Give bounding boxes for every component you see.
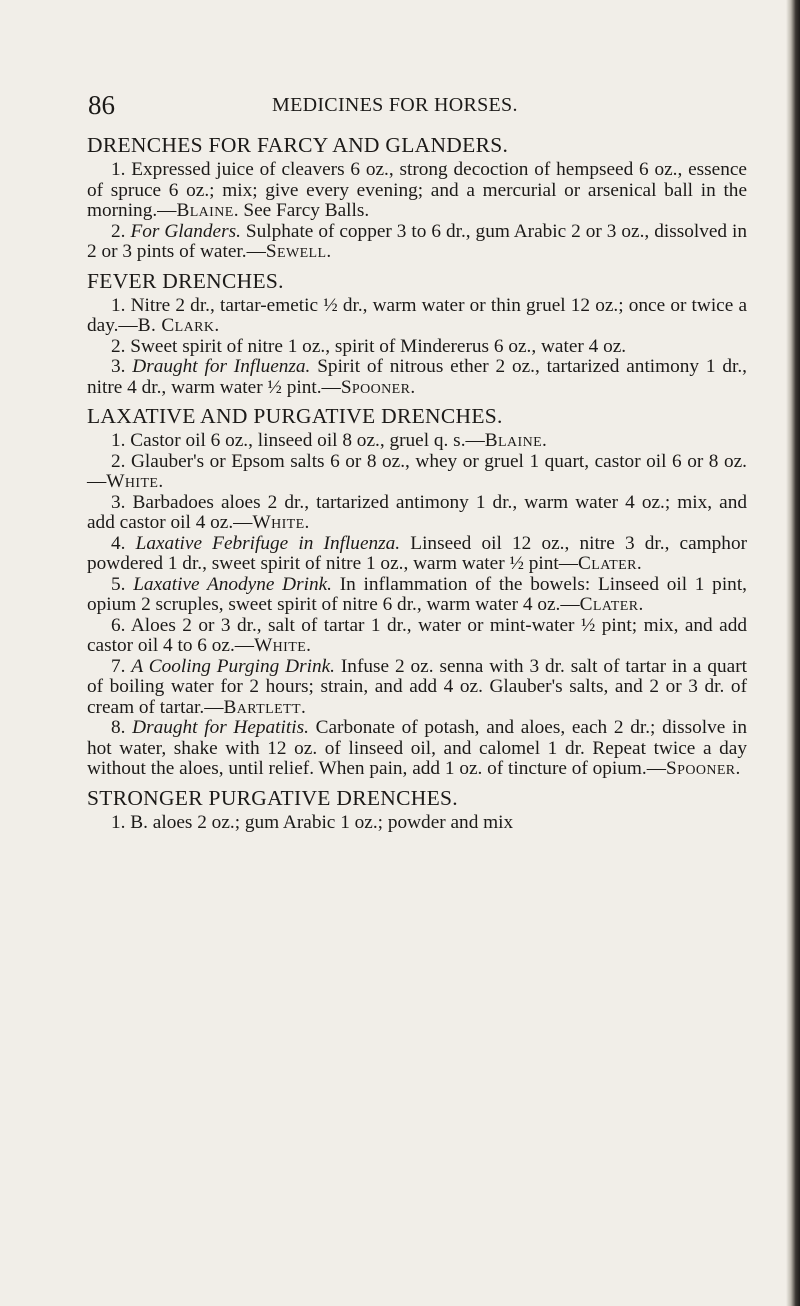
recipe-author: Clater — [579, 594, 639, 615]
recipe-text: Sulphate of copper 3 to 6 dr., gum Arabic 2 or 3 oz., dissolved in 2 or 3 pints of water.— — [87, 220, 747, 262]
recipe-text: Infuse 2 oz. senna with 3 dr. salt of tartar in a quart of boiling water for 2 hours; strain, and add 4 oz. Glauber's salts, and 2 or 3 dr. of cream of tartar.— — [87, 655, 747, 718]
section-title: DRENCHES FOR FARCY AND GLANDERS. — [87, 133, 509, 157]
page-header — [88, 90, 748, 122]
recipe-text: 1. Castor oil 6 oz., linseed oil 8 oz., gruel q. s.— — [111, 430, 485, 451]
recipe-author: Sewell — [265, 241, 327, 262]
recipe-author: White — [252, 512, 305, 533]
recipe-text: Carbonate of potash, and aloes, each 2 dr.; dissolve in hot water, shake with 12 oz. of linseed oil, and calomel 1 dr. Repeat twice a day without the aloes, until relief. When pain, add 1 oz. of tincture of opium.— — [87, 717, 747, 779]
page-edge-shadow — [786, 0, 800, 1306]
recipe-text: 3. — [111, 356, 133, 377]
recipe-paragraph — [87, 222, 747, 263]
recipe-text: Linseed oil 12 oz., nitre 3 dr., camphor powdered 1 dr., sweet spirit of nitre 1 oz., warm water ½ pint— — [87, 532, 748, 574]
recipe-title: Laxative Anodyne Drink. — [133, 573, 332, 595]
recipe-paragraph — [87, 657, 747, 719]
recipe-text: . — [542, 430, 547, 451]
recipe-text: . — [158, 471, 164, 492]
recipe-paragraph — [87, 616, 747, 657]
recipe-author: Spooner — [340, 376, 411, 398]
recipe-text: 1. Expressed juice of cleavers 6 oz., strong decoction of hempseed 6 oz., essence of spruce 6 oz.; mix; give every evening; and a mercurial or arsenical ball in the morning.— — [87, 159, 747, 221]
recipe-paragraph — [87, 534, 747, 575]
recipe-paragraph — [87, 575, 747, 616]
recipe-title: For Glanders. — [130, 220, 241, 242]
recipe-section — [87, 786, 747, 834]
page-number: 86 — [88, 90, 115, 120]
recipe-text: . — [214, 315, 220, 336]
recipe-text: In inflammation of the bowels: Linseed oil 1 pint, opium 2 scruples, sweet spirit of nitre 6 dr., warm water 4 oz.— — [87, 573, 747, 615]
recipe-title: Draught for Hepatitis. — [132, 717, 309, 738]
section-title: FEVER DRENCHES. — [87, 268, 284, 293]
recipe-author: B. Clark — [137, 315, 215, 336]
recipe-text: 4. — [111, 532, 136, 554]
recipe-text: 2. Glauber's or Epsom salts 6 or 8 oz., whey or gruel 1 quart, castor oil 6 or 8 oz.— — [87, 450, 747, 492]
recipe-paragraph — [87, 160, 747, 222]
recipe-section — [87, 269, 747, 399]
recipe-text: 6. Aloes 2 or 3 dr., salt of tartar 1 dr., water or mint-water ½ pint; mix, and add castor oil 4 to 6 oz.— — [87, 614, 747, 656]
recipe-text: . — [636, 553, 642, 574]
recipe-author: Blaine — [484, 430, 543, 451]
recipe-author: Clater — [578, 553, 637, 574]
recipe-text: . See Farcy Balls. — [233, 200, 370, 221]
recipe-author: Blaine — [176, 200, 234, 221]
recipe-text: 2. — [111, 220, 131, 242]
recipe-paragraph — [87, 431, 747, 452]
recipe-title: Draught for Influenza. — [132, 356, 311, 377]
section-title: LAXATIVE AND PURGATIVE DRENCHES. — [87, 404, 503, 428]
recipe-text: 3. Barbadoes aloes 2 dr., tartarized antimony 1 dr., warm water 4 oz.; mix, and add castor oil 4 oz.— — [87, 491, 747, 533]
page-body — [87, 133, 747, 839]
recipe-text: 5. — [111, 573, 134, 595]
recipe-text: . — [306, 635, 311, 656]
recipe-paragraph — [87, 337, 747, 358]
recipe-text: . — [638, 594, 644, 615]
recipe-section — [87, 133, 747, 263]
running-head: MEDICINES FOR HORSES. — [272, 94, 518, 116]
recipe-text: . — [735, 758, 741, 779]
recipe-text: 7. — [111, 655, 132, 677]
recipe-author: White — [254, 635, 307, 656]
recipe-text: 8. — [111, 717, 133, 738]
recipe-paragraph — [87, 452, 747, 493]
recipe-paragraph — [87, 357, 747, 398]
recipe-text: . — [410, 376, 416, 398]
recipe-paragraph — [87, 813, 747, 834]
recipe-author: White — [106, 471, 159, 492]
recipe-text: 1. B. aloes 2 oz.; gum Arabic 1 oz.; powder and mix — [111, 811, 514, 833]
recipe-author: Spooner — [666, 758, 736, 779]
recipe-section — [87, 404, 747, 780]
recipe-paragraph — [87, 718, 747, 780]
recipe-title: A Cooling Purging Drink. — [131, 655, 335, 677]
recipe-author: Bartlett — [223, 696, 301, 718]
recipe-text: . — [304, 512, 310, 533]
recipe-paragraph — [87, 296, 747, 337]
recipe-text: Spirit of nitrous ether 2 oz., tartarized antimony 1 dr., nitre 4 dr., warm water ½ pint.— — [87, 356, 748, 398]
recipe-text: 2. Sweet spirit of nitre 1 oz., spirit of Mindererus 6 oz., water 4 oz. — [111, 335, 627, 357]
recipe-text: . — [300, 696, 306, 718]
recipe-paragraph — [87, 493, 747, 534]
recipe-text: . — [326, 241, 332, 262]
recipe-text: 1. Nitre 2 dr., tartar-emetic ½ dr., warm water or thin gruel 12 oz.; once or twice a day.— — [87, 294, 747, 336]
section-title: STRONGER PURGATIVE DRENCHES. — [87, 785, 458, 810]
recipe-title: Laxative Febrifuge in Influenza. — [135, 532, 401, 554]
